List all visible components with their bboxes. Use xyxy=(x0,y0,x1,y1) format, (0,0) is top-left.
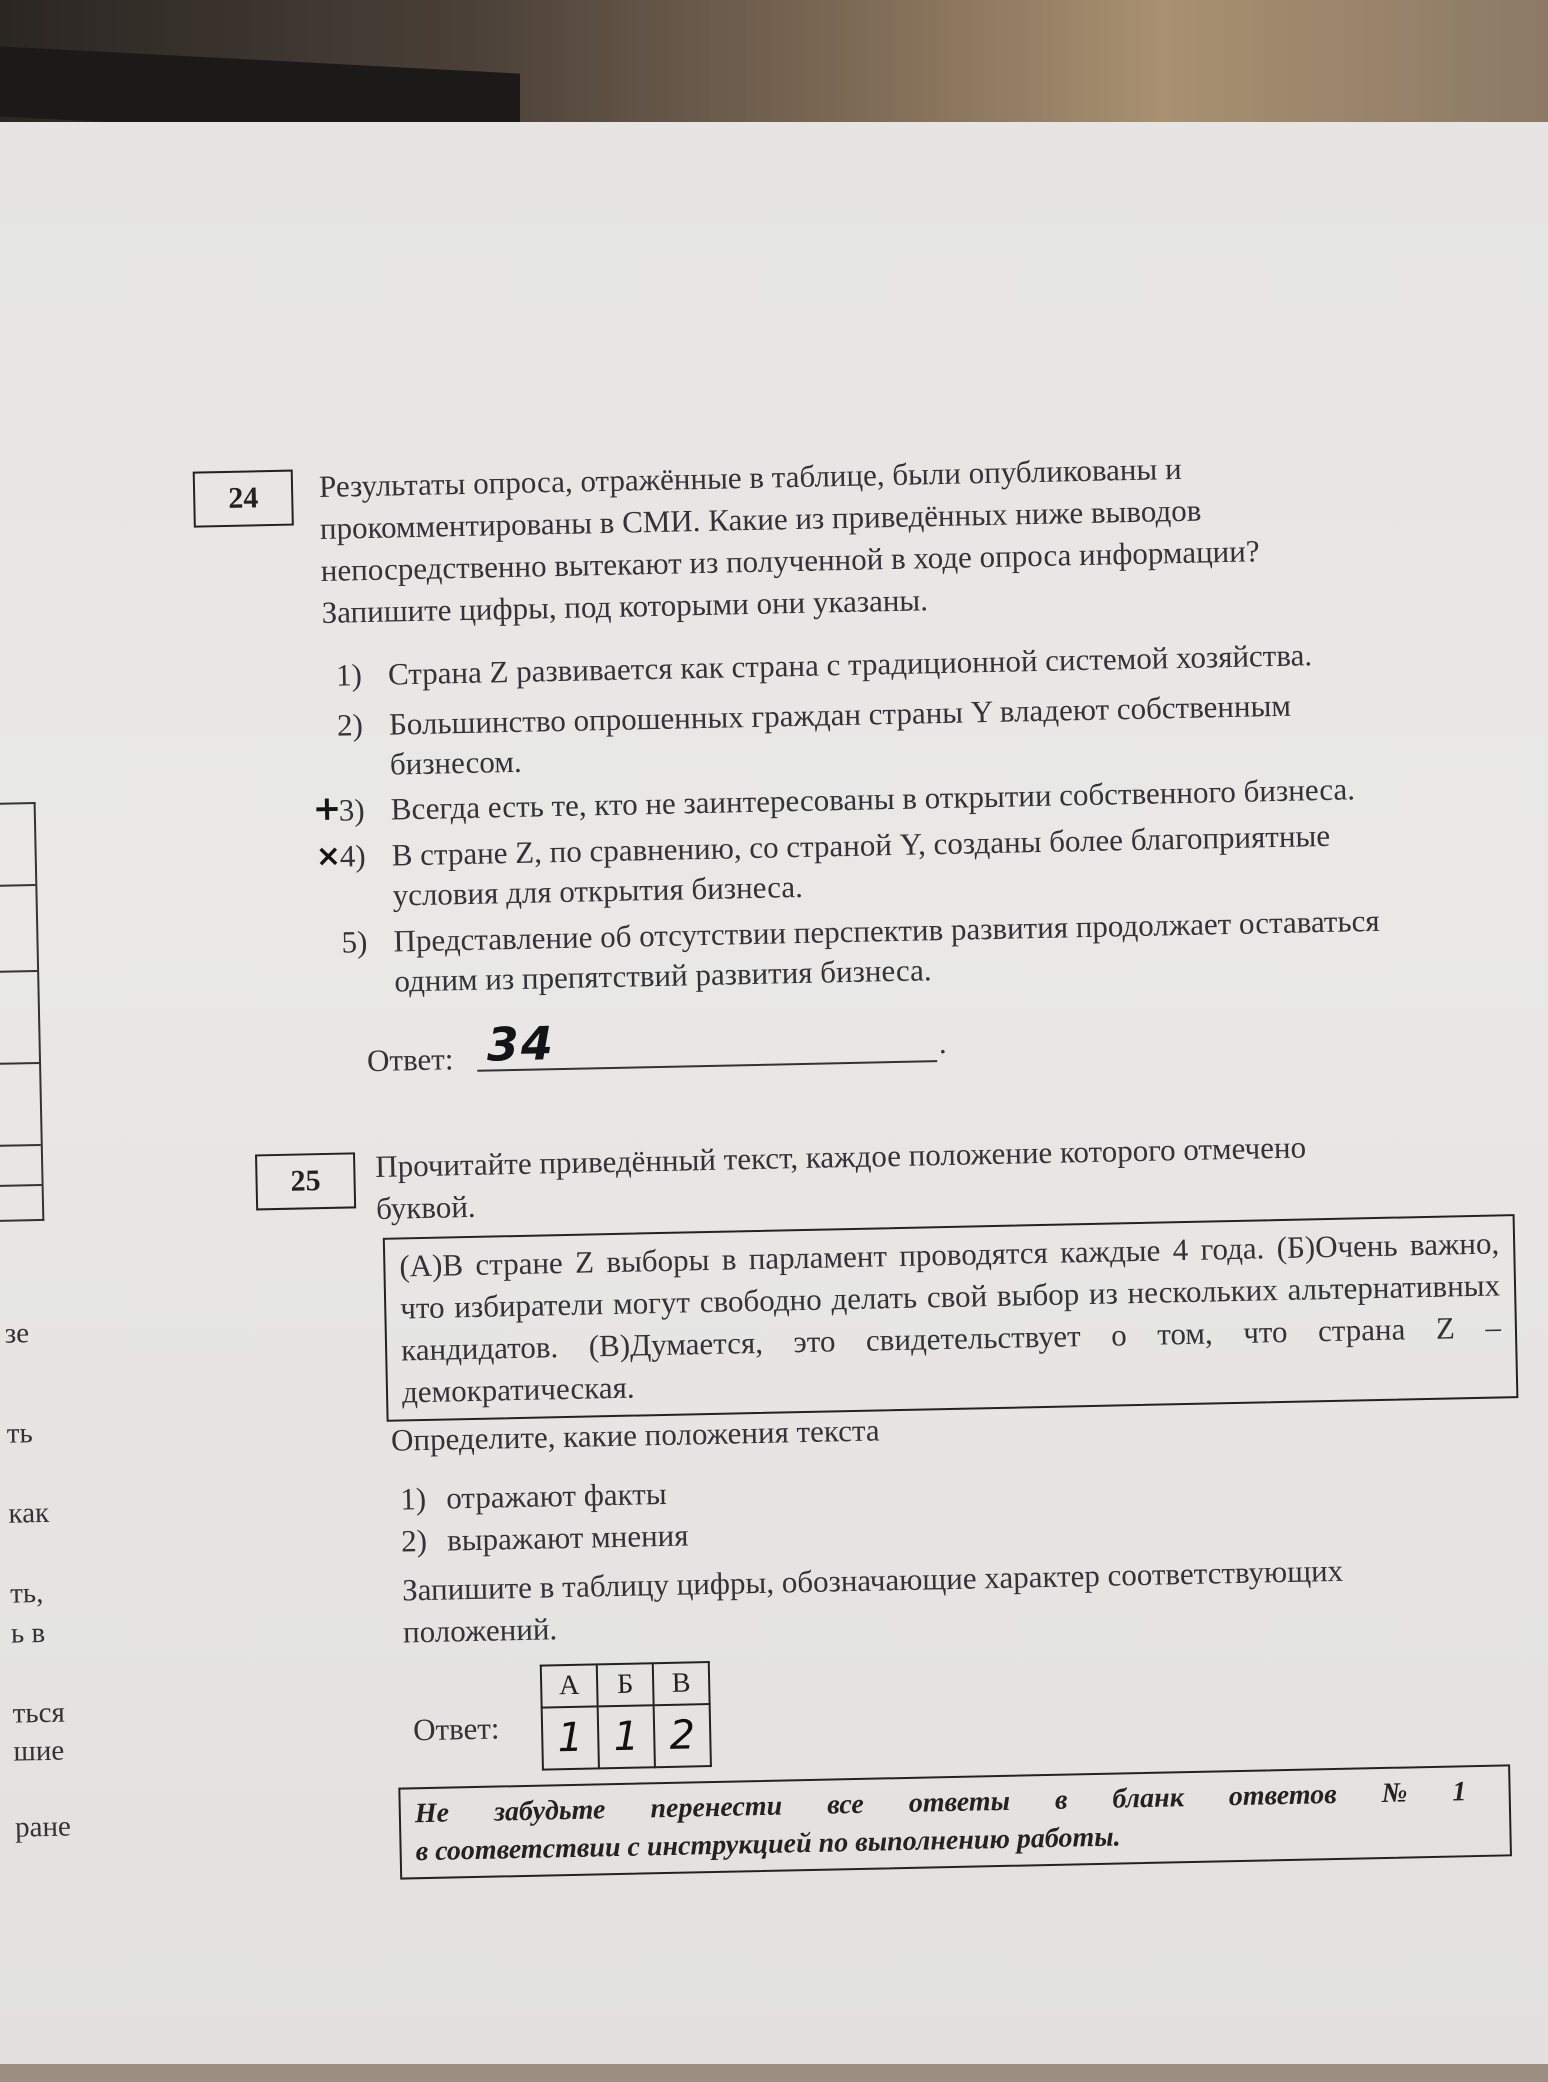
item-number: 2) xyxy=(336,707,364,743)
option-number: 2) xyxy=(400,1522,428,1559)
item-text: одним из препятствий развития бизнеса. xyxy=(394,952,932,999)
reminder-line: Не забудьте перенести все ответы в бланк ответов № 1 xyxy=(414,1776,1467,1830)
item-number: 3) xyxy=(338,792,366,828)
left-fragment: ться xyxy=(12,1696,66,1730)
item-number: 5) xyxy=(341,924,368,960)
option-text: выражают мнения xyxy=(446,1517,689,1558)
left-fragment: ь в xyxy=(10,1616,46,1650)
reminder-line: в соответствии с инструкцией по выполнению работы. xyxy=(415,1821,1121,1868)
handwritten-plus-mark: + xyxy=(312,788,342,830)
item-text: Страна Z развивается как страна с традиционной системой хозяйства. xyxy=(387,637,1313,692)
handwritten-answer-24: 34 xyxy=(486,1016,556,1072)
table-header-cell: Б xyxy=(597,1663,654,1706)
question-24-line: Запишите цифры, под которыми они указаны. xyxy=(321,582,929,630)
left-fragment: ране xyxy=(14,1810,72,1844)
question-24-line: Результаты опроса, отражённые в таблице, были опубликованы и xyxy=(318,450,1182,504)
item-number: 4) xyxy=(339,838,366,874)
question-24-line: прокомментированы в СМИ. Какие из приведённых ниже выводов xyxy=(319,492,1202,546)
instruction-line: Запишите в таблицу цифры, обозначающие характер соответствующих xyxy=(401,1552,1344,1608)
answer-end-dot: . xyxy=(938,1024,947,1061)
table-answer-cell[interactable]: 1 xyxy=(542,1706,599,1769)
item-text: В стране Z, по сравнению, со страной Y, созданы более благоприятные xyxy=(391,817,1331,873)
answer-label-25: Ответ: xyxy=(412,1710,500,1748)
determine-text: Определите, какие положения текста xyxy=(390,1412,880,1458)
answer-table-25 xyxy=(540,1661,712,1771)
question-number-25: 25 xyxy=(255,1152,356,1210)
reminder-box xyxy=(398,1764,1512,1879)
option-text: отражают факты xyxy=(445,1475,667,1516)
table-answer-cell[interactable]: 2 xyxy=(654,1704,711,1767)
question-number-24: 24 xyxy=(193,470,294,528)
left-fragment: шие xyxy=(13,1734,65,1768)
left-fragment: ть, xyxy=(9,1577,44,1610)
question-24-line: непосредственно вытекают из полученной в ходе опроса информации? xyxy=(320,533,1260,588)
left-fragment: ть xyxy=(6,1417,34,1450)
left-fragment: зе xyxy=(4,1317,30,1350)
instruction-line: положений. xyxy=(402,1611,558,1650)
text-box-25: (А)В стране Z выборы в парламент проводятся каждые 4 года. (Б)Очень важно, что избиратели могут свободно делать свой выбор из нескольких альтернативных кандидатов. (В)Думается, это свидетельствует о том, что страна Z – демократическая. xyxy=(383,1214,1519,1422)
table-header-cell: В xyxy=(653,1662,710,1705)
table-answer-cell[interactable]: 1 xyxy=(598,1705,655,1768)
item-text: Представление об отсутствии перспектив развития продолжает оставаться xyxy=(393,902,1380,959)
answer-label-24: Ответ: xyxy=(366,1041,454,1079)
option-number: 1) xyxy=(399,1480,427,1517)
item-text: условия для открытия бизнеса. xyxy=(392,868,804,913)
table-header-cell: А xyxy=(541,1664,598,1707)
handwritten-x-mark: × xyxy=(315,838,342,875)
item-text: бизнесом. xyxy=(389,743,522,782)
question-25-line: Прочитайте приведённый текст, каждое положение которого отмечено xyxy=(374,1129,1307,1184)
question-25-line: буквой. xyxy=(375,1188,476,1226)
item-number: 1) xyxy=(335,657,363,693)
item-text: Всегда есть те, кто не заинтересованы в открытии собственного бизнеса. xyxy=(390,771,1356,827)
left-fragment: как xyxy=(8,1496,50,1530)
left-cut-table xyxy=(0,802,44,1222)
item-text: Большинство опрошенных граждан страны Y владеют собственным xyxy=(388,687,1292,742)
